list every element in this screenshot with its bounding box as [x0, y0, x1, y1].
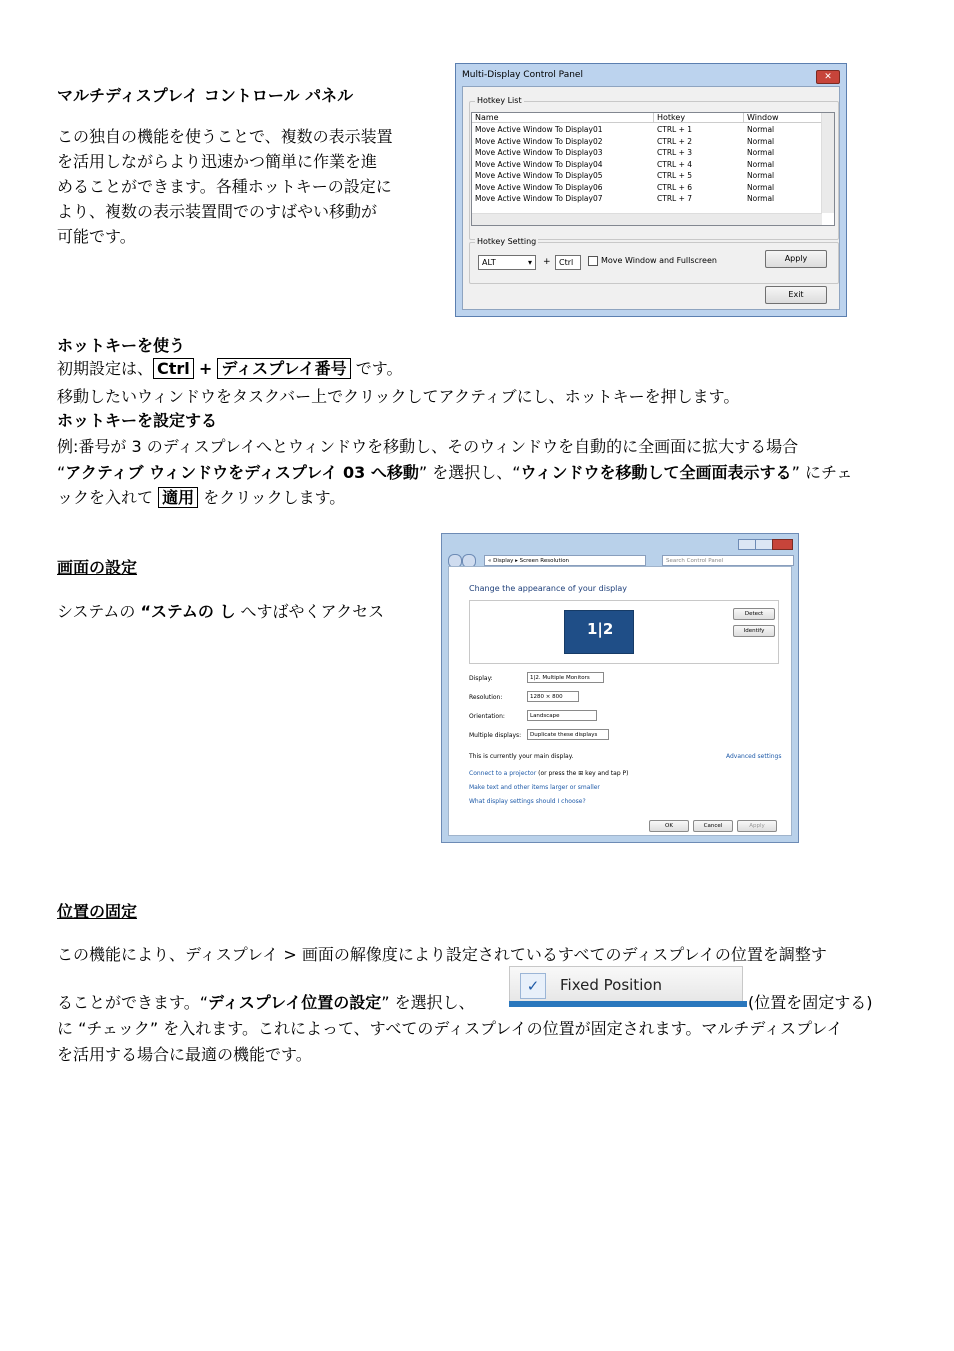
section-title-multi-display: マルチディスプレイ コントロール パネル: [57, 86, 354, 105]
table-cell: Normal: [747, 159, 775, 169]
plus-sign: +: [198, 359, 213, 378]
window-controls: [738, 539, 792, 549]
table-cell: Normal: [747, 136, 775, 146]
table-cell: CTRL + 6: [657, 182, 693, 192]
taskbar-strip: [509, 1001, 747, 1007]
apply-button[interactable]: Apply: [737, 820, 777, 832]
table-cell: Normal: [747, 148, 775, 157]
fullscreen-checkbox-label: Move Window and Fullscreen: [601, 256, 717, 265]
projector-link[interactable]: Connect to a projector: [469, 770, 537, 777]
line2-text-mid: ” を選択し、: [381, 993, 475, 1012]
intro-line: めることができます。各種ホットキーの設定に: [57, 177, 392, 196]
table-cell: CTRL + 4: [657, 159, 693, 169]
main-display-note: This is currently your main display.: [469, 753, 574, 760]
text-size-link[interactable]: Make text and other items larger or smaller: [469, 784, 600, 791]
monitor-icon[interactable]: [564, 610, 634, 654]
close-icon[interactable]: ✕: [816, 70, 840, 84]
table-cell: CTRL + 3: [657, 148, 693, 157]
monitor-label: 1|2: [587, 620, 614, 638]
instruction-text-end: をクリックします。: [203, 488, 346, 507]
search-input[interactable]: Search Control Panel: [662, 555, 794, 566]
table-cell: Normal: [747, 194, 775, 203]
resolution-select[interactable]: 1280 × 800: [527, 691, 579, 702]
multiple-displays-select[interactable]: Duplicate these displays: [527, 729, 609, 740]
display-position-setting: ディスプレイ位置の設定: [208, 993, 382, 1012]
fixed-position-menu-item: [509, 966, 743, 1004]
section-title-set-hotkey: ホットキーを設定する: [57, 411, 218, 430]
fixed-position-note: (位置を固定する): [748, 993, 873, 1012]
default-text: 初期設定は、: [57, 359, 154, 378]
table-cell: CTRL + 7: [657, 194, 693, 203]
monitor-preview-area: [469, 600, 779, 664]
instruction-text: ックを入れて: [57, 488, 154, 507]
fixed-position-line4: を活用する場合に最適の機能です。: [57, 1045, 312, 1064]
hotkey-default-line: [57, 356, 402, 379]
display-select[interactable]: 1|2. Multiple Monitors: [527, 672, 604, 683]
key-input[interactable]: Ctrl: [555, 255, 581, 270]
example-instruction-line: [57, 460, 852, 483]
example-line: 例:番号が 3 のディスプレイへとウィンドウを移動し、そのウィンドウを自動的に全画面に拡大する場合: [57, 437, 799, 456]
settings-text-post: へすばやくアクセス: [235, 602, 385, 621]
hotkey-list-label: Hotkey List: [477, 96, 522, 105]
check-icon: ✓: [520, 973, 546, 999]
display-label: Display:: [469, 675, 493, 682]
apply-button[interactable]: Apply: [765, 250, 827, 268]
intro-line: を活用しながらより迅速かつ簡単に作業を進: [57, 152, 378, 171]
detect-button[interactable]: Detect: [733, 608, 775, 620]
fixed-position-line1: この機能により、ディスプレイ > 画面の解像度により設定されているすべてのディスプレイの位置を調整す: [57, 945, 827, 964]
ok-button[interactable]: OK: [649, 820, 689, 832]
plus-sign: +: [543, 257, 551, 267]
display-help-link[interactable]: What display settings should I choose?: [469, 798, 586, 805]
ctrl-key-box: Ctrl: [153, 358, 194, 379]
fullscreen-checkbox[interactable]: [588, 256, 598, 266]
minimize-icon[interactable]: [738, 539, 756, 550]
table-cell: Move Active Window To Display03: [475, 148, 603, 157]
table-cell: CTRL + 2: [657, 136, 693, 146]
modifier-combo[interactable]: [478, 255, 536, 270]
close-icon[interactable]: [772, 539, 793, 550]
fixed-position-line3: に “チェック” を入れます。これによって、すべてのディスプレイの位置が固定されます。マルチディスプレイ: [57, 1019, 843, 1038]
identify-button[interactable]: Identify: [733, 625, 775, 637]
column-header-window[interactable]: Window: [744, 113, 822, 123]
option-move-fullscreen: ウィンドウを移動して全画面表示する: [520, 463, 792, 482]
table-cell: CTRL + 5: [657, 171, 693, 180]
display-number-key-box: ディスプレイ番号: [217, 358, 350, 379]
list-vertical-scrollbar[interactable]: [821, 113, 834, 213]
section-intro-text: [57, 124, 447, 249]
dialog-title: Multi-Display Control Panel: [462, 70, 583, 80]
projector-hint: (or press the ⊞ key and tap P): [536, 770, 629, 777]
orientation-select[interactable]: Landscape: [527, 710, 597, 721]
section-title-screen-settings: 画面の設定: [57, 558, 138, 577]
screen-resolution-screenshot: [441, 533, 799, 843]
instruction-text-end: ” にチェ: [791, 463, 853, 482]
modifier-value: ALT: [482, 258, 496, 267]
orientation-label: Orientation:: [469, 713, 505, 720]
default-text-end: です。: [355, 359, 403, 378]
intro-line: より、複数の表示装置間でのすばやい移動が: [57, 202, 378, 221]
table-cell: Move Active Window To Display05: [475, 171, 603, 180]
option-move-display03: アクティブ ウィンドウをディスプレイ 03 へ移動: [65, 463, 419, 482]
table-cell: Normal: [747, 182, 775, 192]
apply-instruction-line: [57, 485, 345, 508]
dialog-body: [462, 86, 840, 310]
section-title-fixed-position: 位置の固定: [57, 902, 138, 921]
settings-text-pre: システムの: [57, 602, 141, 621]
address-bar[interactable]: « Display ▸ Screen Resolution: [484, 555, 646, 566]
instruction-text: ” を選択し、“: [418, 463, 521, 482]
advanced-settings-link[interactable]: Advanced settings: [726, 753, 782, 760]
quote: “: [57, 463, 66, 482]
hotkey-list[interactable]: [471, 112, 835, 226]
list-horizontal-scrollbar[interactable]: [472, 213, 822, 225]
table-cell: Move Active Window To Display04: [475, 159, 603, 169]
fixed-position-line2-pre: [57, 990, 475, 1013]
apply-key-box: 適用: [158, 487, 198, 508]
fixed-position-label: Fixed Position: [560, 976, 663, 994]
page-heading: Change the appearance of your display: [469, 584, 628, 593]
table-cell: Move Active Window To Display06: [475, 182, 603, 192]
column-header-hotkey[interactable]: Hotkey: [654, 113, 744, 123]
multiple-displays-label: Multiple displays:: [469, 732, 522, 739]
table-cell: CTRL + 1: [657, 125, 693, 134]
screen-settings-text: [57, 599, 384, 622]
column-header-name[interactable]: Name: [472, 113, 654, 123]
table-cell: Normal: [747, 125, 775, 134]
hotkey-usage-line: 移動したいウィンドウをタスクバー上でクリックしてアクティブにし、ホットキーを押します。: [57, 387, 740, 406]
intro-line: 可能です。: [57, 227, 136, 246]
cancel-button[interactable]: Cancel: [693, 820, 733, 832]
hotkey-setting-label: Hotkey Setting: [477, 237, 537, 246]
resolution-label: Resolution:: [469, 694, 503, 701]
maximize-icon[interactable]: [755, 539, 773, 550]
multi-display-dialog-screenshot: [455, 63, 847, 317]
intro-line: この独自の機能を使うことで、複数の表示装置: [57, 127, 393, 146]
section-title-use-hotkey: ホットキーを使う: [57, 336, 186, 355]
line2-text: ることができます。“: [57, 993, 209, 1012]
settings-text-bold: “ステムの し: [140, 602, 236, 621]
exit-button[interactable]: Exit: [765, 286, 827, 304]
table-cell: Move Active Window To Display01: [475, 125, 603, 134]
table-cell: Normal: [747, 171, 775, 180]
table-cell: Move Active Window To Display07: [475, 194, 603, 203]
projector-line: [469, 770, 629, 777]
chevron-down-icon: ▾: [527, 258, 532, 267]
table-cell: Move Active Window To Display02: [475, 136, 603, 146]
control-panel-content: [448, 566, 792, 836]
